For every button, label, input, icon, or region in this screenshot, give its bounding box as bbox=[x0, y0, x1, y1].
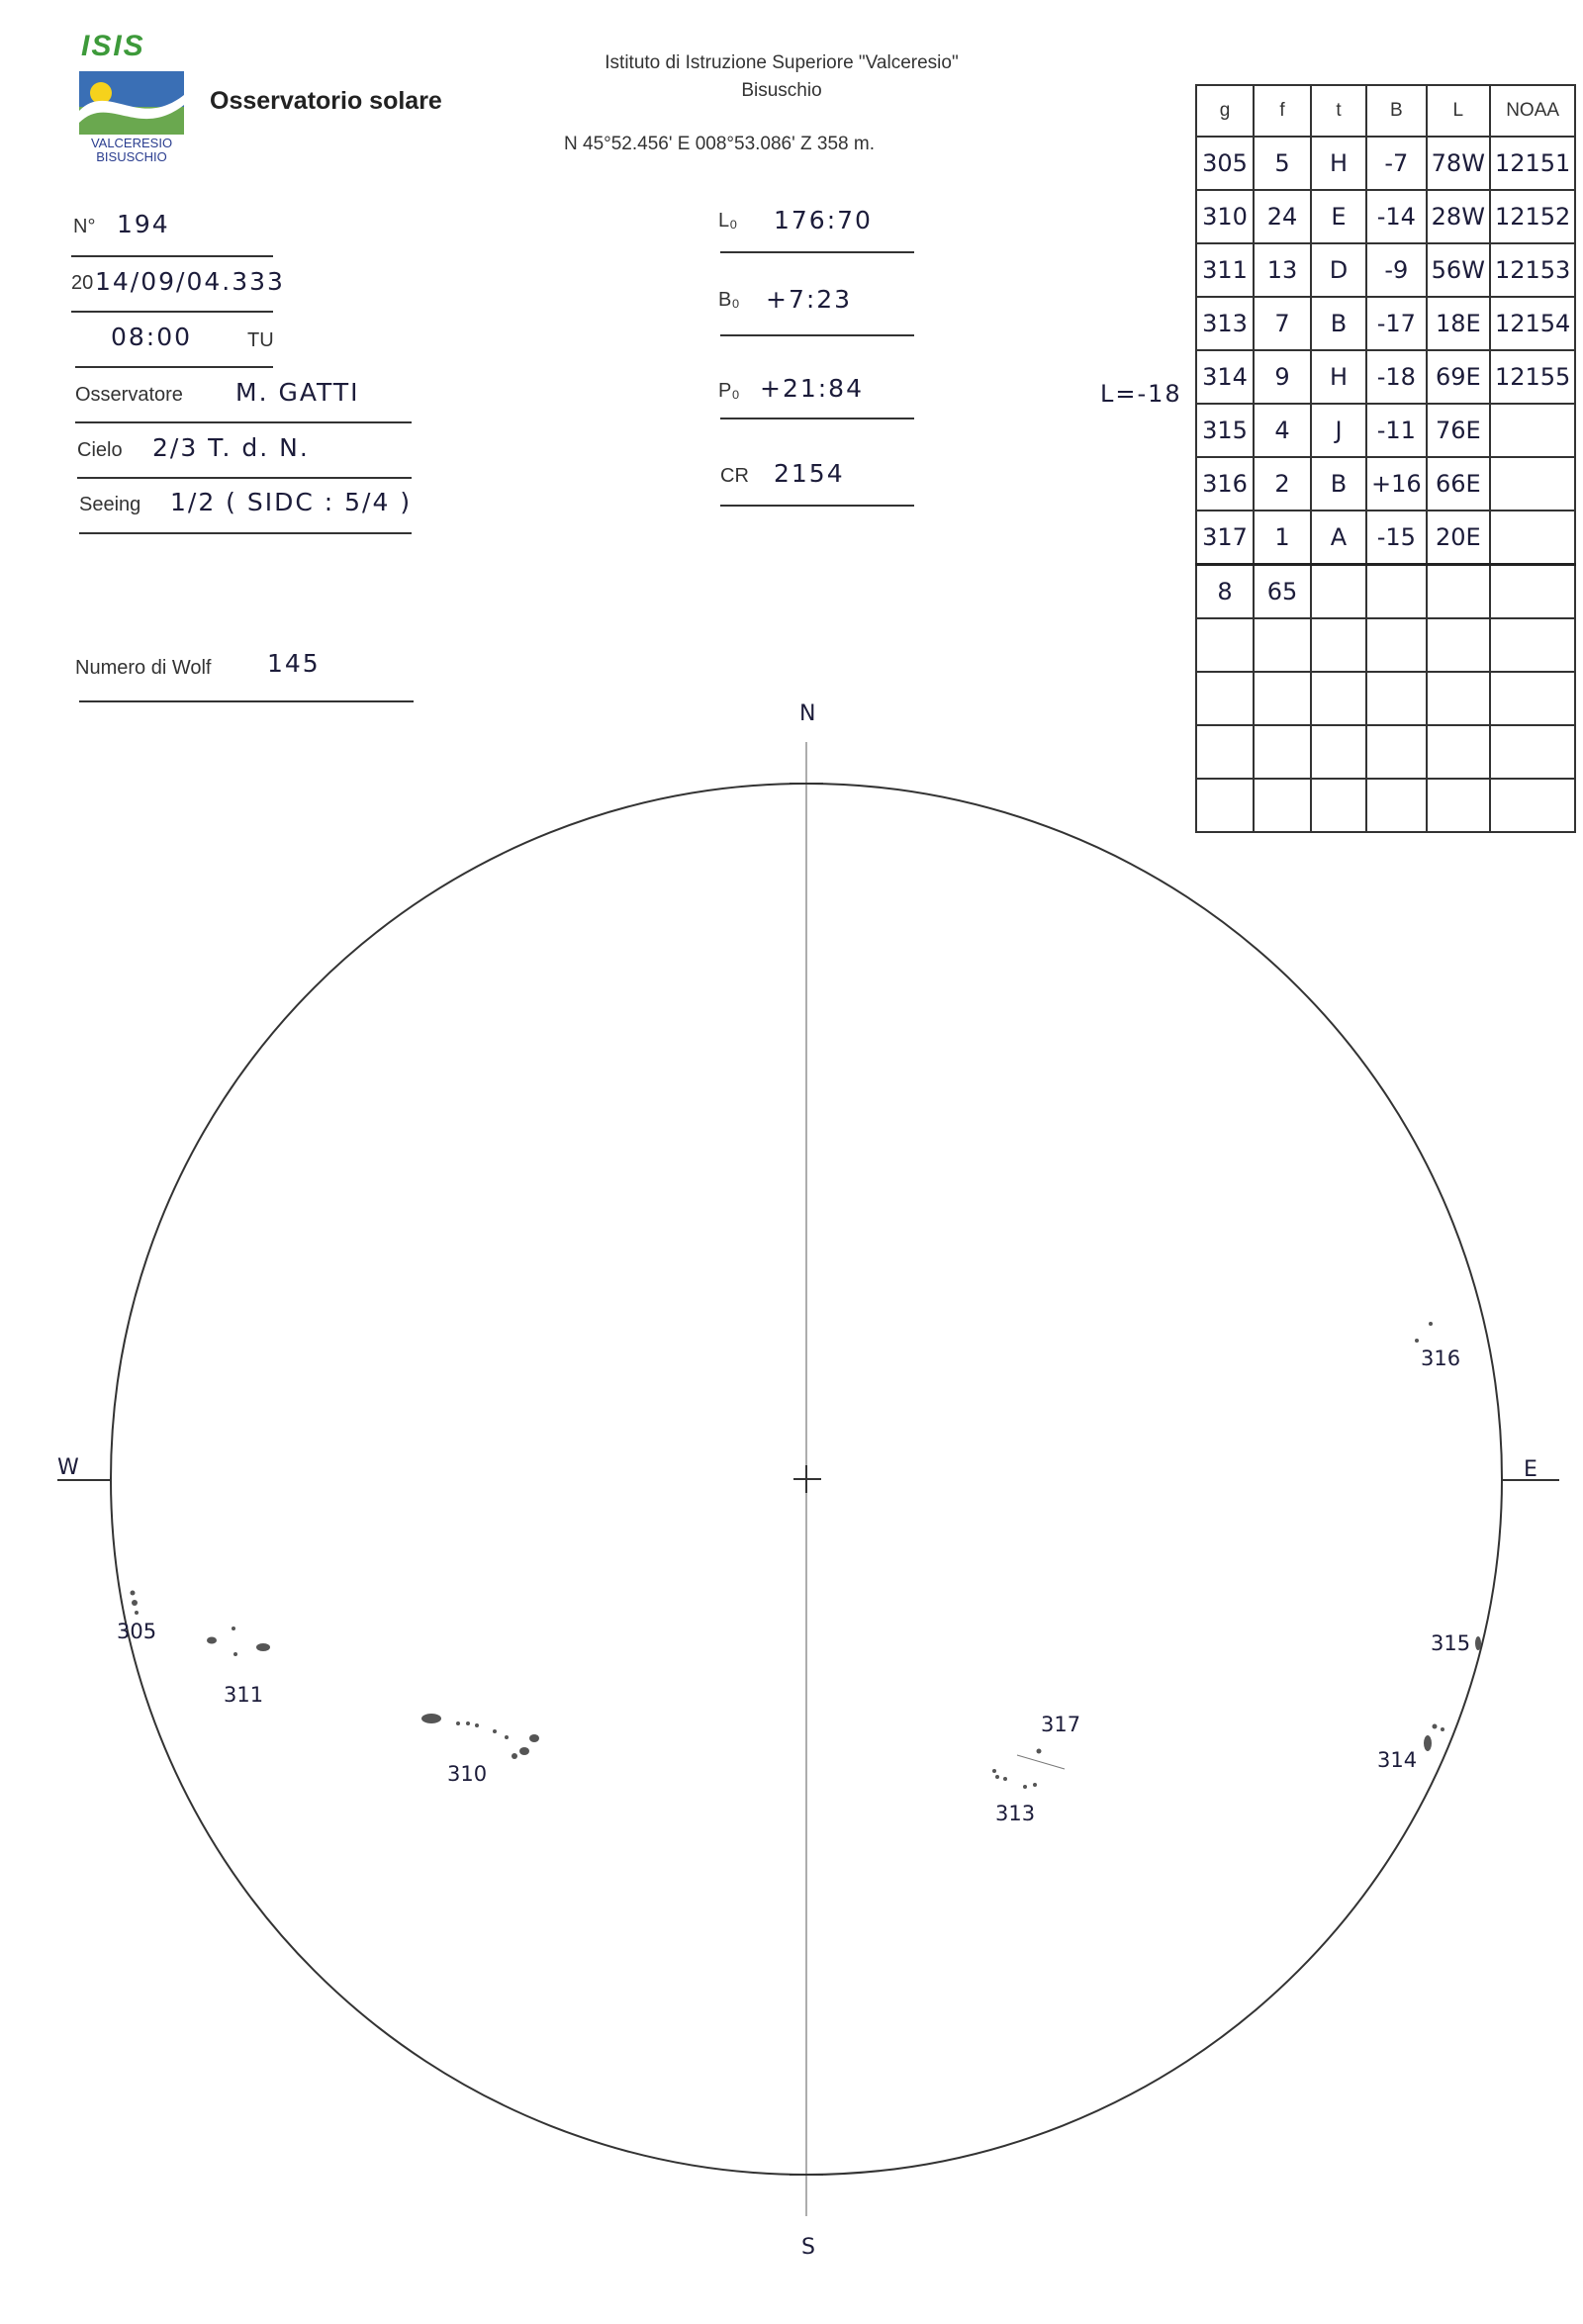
table-cell: H bbox=[1311, 137, 1366, 190]
table-cell: -15 bbox=[1366, 511, 1427, 565]
table-cell: -7 bbox=[1366, 137, 1427, 190]
table-cell: -17 bbox=[1366, 297, 1427, 350]
sunspot-group-305 bbox=[131, 1591, 140, 1616]
table-cell: 76E bbox=[1427, 404, 1490, 457]
col-header-noaa: NOAA bbox=[1490, 85, 1575, 137]
table-cell: 18E bbox=[1427, 297, 1490, 350]
wolf-label: Numero di Wolf bbox=[75, 657, 212, 679]
number-label: N° bbox=[73, 216, 96, 237]
table-cell: 13 bbox=[1254, 243, 1311, 297]
seeing-label: Seeing bbox=[79, 494, 141, 515]
table-cell: -14 bbox=[1366, 190, 1427, 243]
observer-name: M. GATTI bbox=[235, 378, 360, 407]
col-header-type: t bbox=[1311, 85, 1366, 137]
totals-cell: 65 bbox=[1254, 565, 1311, 619]
sunspot-group-310 bbox=[421, 1714, 539, 1759]
side-note: L=-18 bbox=[1100, 380, 1182, 408]
table-cell: 66E bbox=[1427, 457, 1490, 511]
group-label-314: 314 bbox=[1377, 1748, 1418, 1772]
p0-value: +21:84 bbox=[760, 374, 864, 403]
col-header-latitude: B bbox=[1366, 85, 1427, 137]
table-cell: J bbox=[1311, 404, 1366, 457]
north-label: N bbox=[799, 701, 816, 726]
table-cell: 1 bbox=[1254, 511, 1311, 565]
table-cell: 56W bbox=[1427, 243, 1490, 297]
table-cell: 20E bbox=[1427, 511, 1490, 565]
table-cell: H bbox=[1311, 350, 1366, 404]
p0-label: P₀ bbox=[718, 380, 740, 402]
observation-time: 08:00 bbox=[111, 323, 193, 351]
table-cell: 12154 bbox=[1490, 297, 1575, 350]
sunspot-group-314 bbox=[1424, 1724, 1444, 1752]
group-label-316: 316 bbox=[1421, 1347, 1461, 1370]
table-cell: 316 bbox=[1196, 457, 1254, 511]
l0-label: L₀ bbox=[718, 210, 738, 232]
table-cell: 2 bbox=[1254, 457, 1311, 511]
observation-number: 194 bbox=[117, 210, 170, 238]
wolf-number: 145 bbox=[267, 649, 321, 678]
observatory-title: Osservatorio solare bbox=[210, 87, 442, 115]
table-cell: 28W bbox=[1427, 190, 1490, 243]
table-cell: -9 bbox=[1366, 243, 1427, 297]
table-cell: 315 bbox=[1196, 404, 1254, 457]
sky-label: Cielo bbox=[77, 439, 123, 461]
seeing-value: 1/2 ( SIDC : 5/4 ) bbox=[170, 488, 413, 516]
time-unit: TU bbox=[247, 329, 274, 351]
table-cell: 5 bbox=[1254, 137, 1311, 190]
table-cell: A bbox=[1311, 511, 1366, 565]
table-cell: 12155 bbox=[1490, 350, 1575, 404]
east-label: E bbox=[1524, 1457, 1537, 1482]
sunspot-group-311 bbox=[207, 1627, 270, 1656]
table-cell: E bbox=[1311, 190, 1366, 243]
group-label-311: 311 bbox=[224, 1683, 264, 1707]
sunspot-group-316 bbox=[1415, 1322, 1433, 1343]
sunspot-group-313-317 bbox=[992, 1749, 1065, 1790]
table-cell: 313 bbox=[1196, 297, 1254, 350]
observation-date: 14/09/04.333 bbox=[95, 267, 285, 296]
sky-condition: 2/3 T. d. N. bbox=[152, 433, 310, 462]
table-cell: B bbox=[1311, 297, 1366, 350]
south-label: S bbox=[801, 2235, 815, 2260]
table-cell: 317 bbox=[1196, 511, 1254, 565]
cr-label: CR bbox=[720, 465, 749, 487]
table-cell: 69E bbox=[1427, 350, 1490, 404]
logo-text: ISIS bbox=[81, 30, 145, 62]
totals-cell: 8 bbox=[1196, 565, 1254, 619]
col-header-group: g bbox=[1196, 85, 1254, 137]
b0-label: B₀ bbox=[718, 289, 740, 311]
logo-caption: VALCERESIO BISUSCHIO bbox=[90, 136, 173, 164]
table-cell: 7 bbox=[1254, 297, 1311, 350]
date-prefix: 20 bbox=[71, 272, 94, 294]
carrington-rotation: 2154 bbox=[774, 459, 845, 488]
table-cell: 314 bbox=[1196, 350, 1254, 404]
group-label-310: 310 bbox=[447, 1762, 488, 1786]
b0-value: +7:23 bbox=[766, 285, 853, 314]
table-cell: 12151 bbox=[1490, 137, 1575, 190]
table-cell: 24 bbox=[1254, 190, 1311, 243]
site-coordinates: N 45°52.456' E 008°53.086' Z 358 m. bbox=[564, 134, 875, 154]
group-label-317: 317 bbox=[1041, 1713, 1081, 1736]
town-line: Bisuschio bbox=[741, 80, 822, 101]
table-cell: 9 bbox=[1254, 350, 1311, 404]
table-cell: 310 bbox=[1196, 190, 1254, 243]
col-header-longitude: L bbox=[1427, 85, 1490, 137]
l0-value: 176:70 bbox=[774, 206, 873, 234]
sunspot-group-315 bbox=[1475, 1636, 1481, 1650]
table-cell: -11 bbox=[1366, 404, 1427, 457]
west-label: W bbox=[57, 1455, 79, 1480]
table-cell: 4 bbox=[1254, 404, 1311, 457]
table-cell: -18 bbox=[1366, 350, 1427, 404]
table-cell: 12153 bbox=[1490, 243, 1575, 297]
table-cell: 311 bbox=[1196, 243, 1254, 297]
table-cell: 12152 bbox=[1490, 190, 1575, 243]
table-cell: B bbox=[1311, 457, 1366, 511]
table-cell: 305 bbox=[1196, 137, 1254, 190]
group-label-305: 305 bbox=[117, 1620, 157, 1643]
table-cell: D bbox=[1311, 243, 1366, 297]
table-cell: +16 bbox=[1366, 457, 1427, 511]
group-label-313: 313 bbox=[995, 1802, 1036, 1825]
institute-line: Istituto di Istruzione Superiore "Valceresio" bbox=[605, 52, 959, 73]
group-label-315: 315 bbox=[1431, 1631, 1471, 1655]
col-header-spots: f bbox=[1254, 85, 1311, 137]
observer-label: Osservatore bbox=[75, 384, 183, 406]
table-cell: 78W bbox=[1427, 137, 1490, 190]
